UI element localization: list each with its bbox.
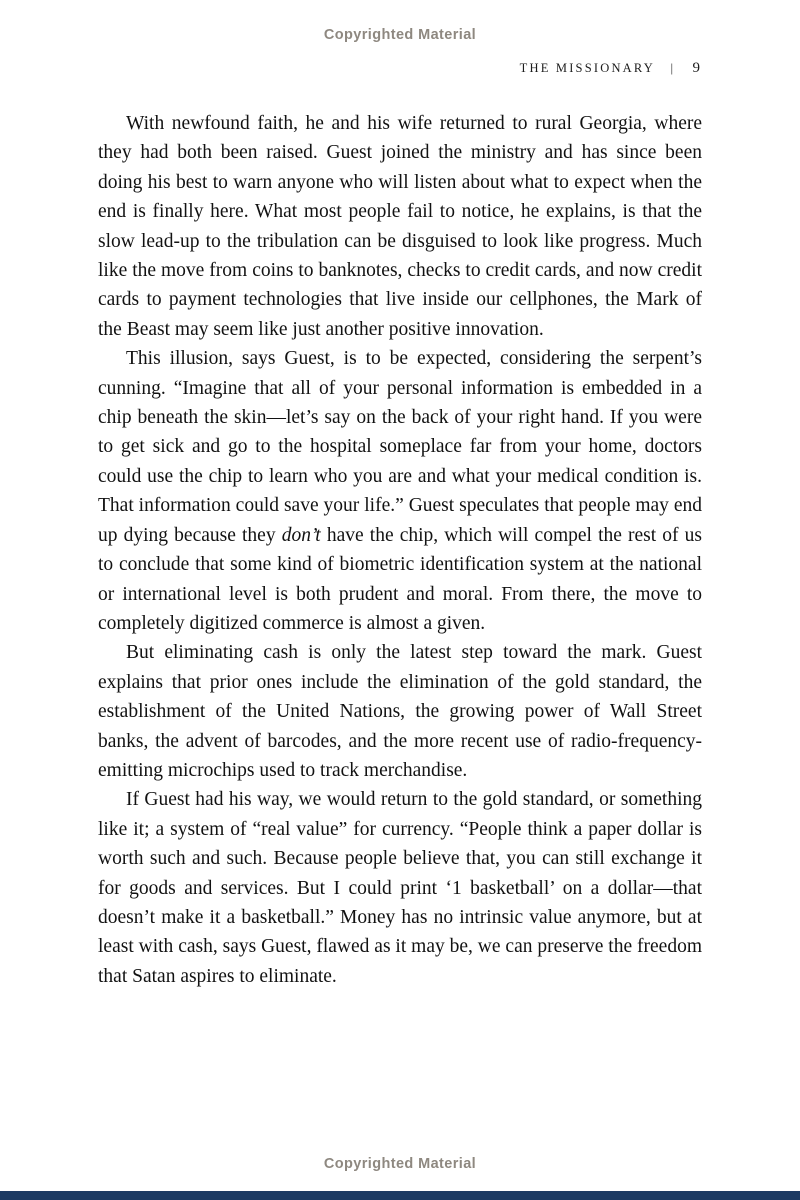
paragraph-text: This illusion, says Guest, is to be expected, considering the serpent’s cunning. “Imagine that all of your personal information is embedded in a chip beneath the skin—let’s say on the back of your right hand. If you were to get sick and go to the hospital someplace far from your home, doctors could use the chip to learn who you are and what your medical condition is. That information could save your life.” Guest speculates that people may end up dying because they xyxy=(98,348,702,546)
copyright-notice-bottom: Copyrighted Material xyxy=(323,1156,477,1172)
running-head-separator: | xyxy=(670,60,674,75)
paragraph xyxy=(98,109,702,344)
paragraph-text: With newfound faith, he and his wife returned to rural Georgia, where they had both been raised. Guest joined the ministry and has since been doing his best to warn anyone who will listen about what to expect when the end is finally here. What most people fail to notice, he explains, is that the slow lead-up to the tribulation can be disguised to look like progress. Much like the move from coins to banknotes, checks to credit cards, and now credit cards to payment technologies that live inside our cellphones, the Mark of the Beast may seem like just another positive innovation. xyxy=(98,113,702,340)
paragraph xyxy=(98,638,702,785)
paragraph-text: have the chip, which will compel the rest of us to conclude that some kind of biometric identification system at the national or international level is both prudent and moral. From there, the move to completely digitized commerce is almost a given. xyxy=(98,524,703,634)
copyright-notice-top: Copyrighted Material xyxy=(323,27,477,43)
running-head xyxy=(520,60,700,77)
body-text xyxy=(98,109,702,991)
page-number: 9 xyxy=(692,60,700,76)
paragraph-text: But eliminating cash is only the latest step toward the mark. Guest explains that prior ones include the elimination of the gold standard, the establishment of the United Nations, the growing power of Wall Street banks, the advent of barcodes, and the more recent use of radio-frequency-emitting microchips used to track merchandise. xyxy=(98,642,702,781)
emphasized-text: don’t xyxy=(281,524,321,546)
running-head-title: THE MISSIONARY xyxy=(519,61,655,75)
paragraph xyxy=(98,344,702,638)
paragraph xyxy=(98,785,702,991)
bottom-edge-bar xyxy=(0,1191,800,1200)
paragraph-text: If Guest had his way, we would return to the gold standard, or something like it; a system of “real value” for currency. “People think a paper dollar is worth such and such. Because people believe that, you can still exchange it for goods and services. But I could print ‘1 basketball’ on a dollar—that doesn’t make it a basketball.” Money has no intrinsic value anymore, but at least with cash, says Guest, flawed as it may be, we can preserve the freedom that Satan aspires to eliminate. xyxy=(98,789,702,987)
